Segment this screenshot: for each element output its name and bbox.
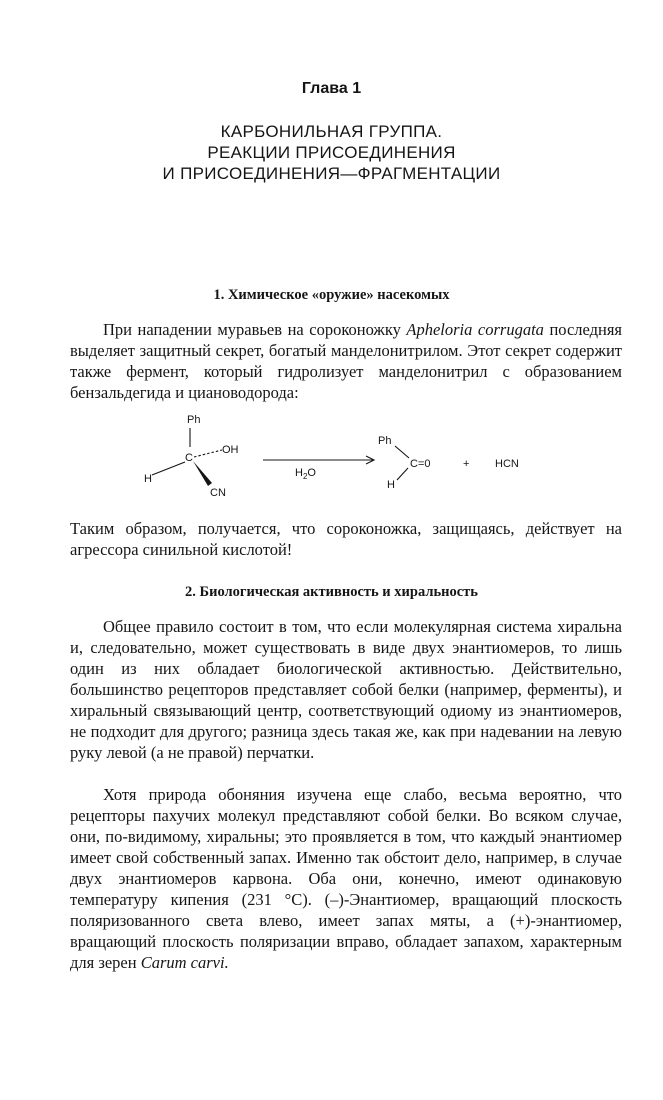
- reaction-scheme: [130, 410, 550, 505]
- paragraph-millipede: [70, 319, 622, 403]
- reactant-ph-label: Ph: [187, 414, 201, 426]
- chapter-title-line: КАРБОНИЛЬНАЯ ГРУППА.: [220, 122, 443, 141]
- plus-sign: +: [463, 458, 470, 470]
- reactant-cn-label: CN: [210, 487, 226, 499]
- chapter-label: Глава 1: [301, 80, 362, 97]
- paragraph-conclusion: Таким образом, получается, что сороконожка, защищаясь, действует на агрессора синильной кислотой!: [70, 519, 622, 559]
- species-name: Carum carvi.: [140, 953, 229, 972]
- hcn-label: HCN: [495, 458, 519, 470]
- dashed-bond: [194, 450, 222, 457]
- reactant-c-label: C: [185, 452, 193, 464]
- product-ph-label: Ph: [378, 435, 392, 447]
- chapter-title-line: И ПРИСОЕДИНЕНИЯ—ФРАГМЕНТАЦИИ: [162, 164, 501, 183]
- paragraph-text: Хотя природа обоняния изучена еще слабо, весьма вероятно, что рецепторы пахучих молекул представляют собой белки. Во всяком случае, они, по-видимому, хиральны; это проявляется в том, что каждый энантиомер имеет свой собственный запах. Именно так обстоит дело, например, в случае двух энантиомеров карвона. Оба они, конечно, имеют одинаковую температуру кипения (231 °С). (–)-Энантиомер, вращающий плоскость поляризованного света влево, имеет запах мяты, а (+)-энантиомер, вращающий плоскость поляризации вправо, обладает запахом, характерным для зерен: [70, 785, 622, 972]
- species-name: Apheloria corrugata: [406, 320, 544, 339]
- wedge-bond: [193, 461, 212, 486]
- section-heading-insects: 1. Химическое «оружие» насекомых: [213, 287, 450, 303]
- reactant-oh-label: OH: [222, 444, 239, 456]
- section-heading-chirality: 2. Биологическая активность и хиральность: [185, 584, 478, 600]
- bond-line: [397, 468, 408, 480]
- paragraph-olfaction: [70, 784, 622, 973]
- paragraph-chirality-rule: Общее правило состоит в том, что если молекулярная система хиральна и, следовательно, может существовать в виде двух энантиомеров, то лишь один из них обладает биологической активностью. Действительно, большинство рецепторов представляет собой белки (например, ферменты), и хиральный связывающий центр, соответствующий одиому из энантиомеров, не подходит для другого; разница здесь такая же, как при надевании на левую руку левой (а не правой) перчатки.: [70, 617, 622, 762]
- product-h-label: H: [387, 479, 395, 491]
- paragraph-text: последняя выделяет защитный секрет, богатый манделонитрилом. Этот секрет содержит также фермент, который гидролизует манделонитрил с образованием бензальдегида и циановодорода:: [70, 320, 623, 402]
- arrow-reagent-label: $H_2O$: [295, 467, 316, 481]
- chapter-title-line: РЕАКЦИИ ПРИСОЕДИНЕНИЯ: [207, 143, 456, 162]
- bond-line: [152, 462, 185, 475]
- bond-line: [395, 446, 409, 458]
- reactant-h-label: H: [144, 473, 152, 485]
- chapter-title: [0, 121, 663, 184]
- paragraph-text: При нападении муравьев на сороконожку: [103, 320, 407, 339]
- product-carbonyl-label: C=0: [410, 458, 431, 470]
